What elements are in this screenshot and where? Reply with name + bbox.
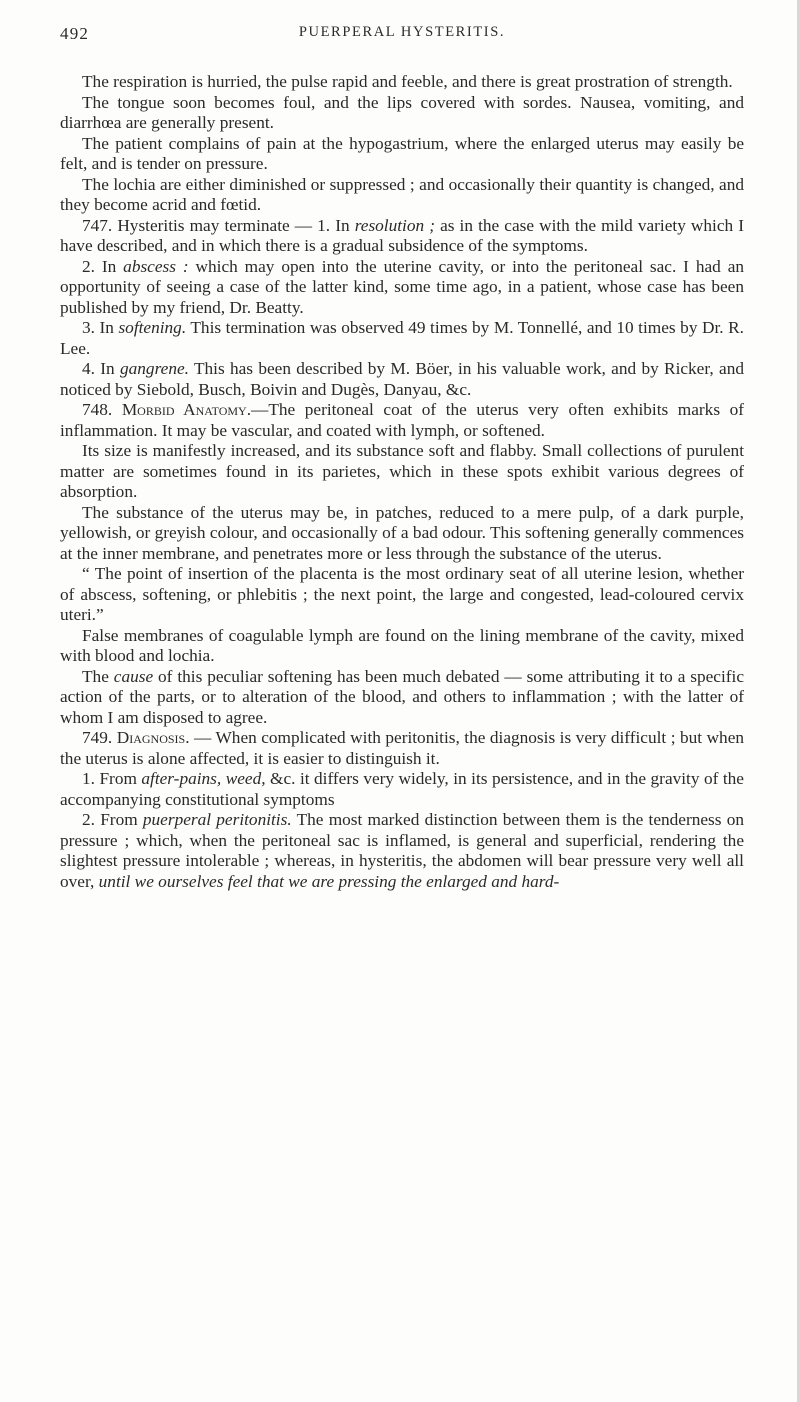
italic-term: resolution ; <box>354 215 435 235</box>
paragraph-termination-abscess <box>60 257 744 319</box>
paragraph-termination-resolution <box>60 216 744 257</box>
paragraph: The patient complains of pain at the hypogastrium, where the enlarged uterus may easily be felt, and is tender on pressure. <box>60 133 744 173</box>
paragraph-lead: 3. In <box>82 318 119 337</box>
paragraph-lead: The <box>82 666 114 686</box>
italic-term: abscess : <box>123 256 189 276</box>
page-header <box>60 24 744 52</box>
section-heading: Morbid Anatomy. <box>121 400 252 419</box>
paragraph-lead: 749. <box>82 728 117 747</box>
paragraph-rest: This has been described by M. Böer, in his valuable work, and by Ricker, and noticed by Siebold, Busch, Boivin and Dugès, Danyau, &c. <box>60 359 745 399</box>
paragraph-lead: 747. Hysteritis may terminate — 1. In <box>82 215 355 235</box>
italic-term: softening. <box>118 318 187 337</box>
paragraph-termination-softening <box>60 318 744 359</box>
paragraph-lead: 2. From <box>82 810 143 829</box>
paragraph-lead: 1. From <box>82 769 142 788</box>
paragraph-lead: 4. In <box>82 359 120 378</box>
body-text <box>60 72 744 892</box>
running-title: PUERPERAL HYSTERITIS. <box>298 24 506 40</box>
italic-term: after-pains, weed, <box>141 769 266 788</box>
paragraph-morbid-anatomy <box>60 400 744 441</box>
italic-term: gangrene. <box>120 359 189 378</box>
paragraph-rest: which may open into the uterine cavity, or into the peritoneal sac. I had an opportunity of seeing a case of the latter kind, some time ago, in a patient, whose case has been published by my friend, Dr. Beatty. <box>60 256 745 317</box>
paragraph-termination-gangrene <box>60 359 744 400</box>
paragraph-rest: &c. it differs very widely, in its persistence, and in the gravity of the accompanying constitutional symptoms <box>60 769 744 809</box>
paragraph-lead: 2. In <box>82 256 124 276</box>
paragraph-lead: 748. <box>82 400 122 419</box>
paragraph-rest: —The peritoneal coat of the uterus very often exhibits marks of inflammation. It may be vascular, and coated with lymph, or softened. <box>60 400 744 440</box>
paragraph-diagnosis-peritonitis <box>60 810 744 892</box>
paragraph-cause <box>60 667 744 729</box>
paragraph-rest: of this peculiar softening has been much debated — some attributing it to a specific action of the parts, or to alteration of the blood, and others to inflammation ; with the latter of whom I am disposed to agree. <box>60 666 745 727</box>
quotation-paragraph: “ The point of insertion of the placenta is the most ordinary seat of all uterine lesion, whether of abscess, softening, or phlebitis ; the next point, the large and congested, lead-coloured cervix uteri.” <box>60 564 744 624</box>
italic-tail: until we ourselves feel that we are pressing the enlarged and hard- <box>98 871 560 891</box>
italic-term: cause <box>113 666 154 686</box>
paragraph-rest: The most marked distinction between them is the tenderness on pressure ; which, when the peritoneal sac is inflamed, is general and superficial, rendering the slightest pressure intolerable ; whereas, in hysteritis, the abdomen will bear pressure very well all over, <box>60 810 744 891</box>
page-number: 492 <box>60 24 90 43</box>
paragraph: The respiration is hurried, the pulse rapid and feeble, and there is great prostration of strength. <box>82 72 733 91</box>
paragraph-diagnosis-after-pains <box>60 769 744 810</box>
paragraph: Its size is manifestly increased, and its substance soft and flabby. Small collections of purulent matter are sometimes found in its parietes, which in these spots exhibit various degrees of absorption. <box>60 441 744 501</box>
paragraph: False membranes of coagulable lymph are found on the lining membrane of the cavity, mixed with blood and lochia. <box>60 625 744 665</box>
paragraph-rest: as in the case with the mild variety which I have described, and in which there is a gradual subsidence of the symptoms. <box>60 215 744 255</box>
paragraph: The lochia are either diminished or suppressed ; and occasionally their quantity is changed, and they become acrid and fœtid. <box>60 174 744 214</box>
italic-term: puerperal peritonitis. <box>142 810 292 829</box>
paragraph-diagnosis <box>60 728 744 769</box>
paragraph: The tongue soon becomes foul, and the lips covered with sordes. Nausea, vomiting, and diarrhœa are generally present. <box>60 92 744 132</box>
paragraph-rest: — When complicated with peritonitis, the diagnosis is very difficult ; but when the uterus is alone affected, it is easier to distinguish it. <box>60 728 745 768</box>
section-heading: Diagnosis. <box>116 728 190 747</box>
paragraph-rest: This termination was observed 49 times by M. Tonnellé, and 10 times by Dr. R. Lee. <box>60 318 744 358</box>
paragraph: The substance of the uterus may be, in patches, reduced to a mere pulp, of a dark purple, yellowish, or greyish colour, and occasionally of a bad odour. This softening generally commences at the inner membrane, and penetrates more or less through the substance of the uterus. <box>60 502 744 563</box>
